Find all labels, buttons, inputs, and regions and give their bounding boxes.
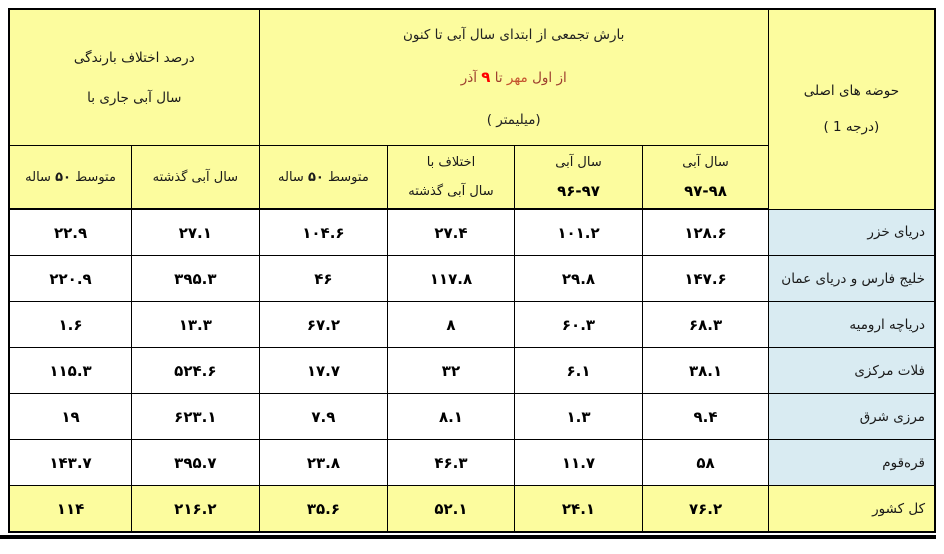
value-cell: ۲۱۶.۲ bbox=[132, 486, 260, 533]
basin-name: مرزی شرق bbox=[768, 394, 935, 440]
value-cell: ۵۸ bbox=[643, 440, 769, 486]
value-cell: ۷.۹ bbox=[259, 394, 388, 440]
value-cell: ۶۰.۳ bbox=[514, 302, 643, 348]
header-basins bbox=[768, 9, 935, 209]
table-row-caspian-sea bbox=[9, 209, 935, 256]
subheader-year-96-97 bbox=[514, 146, 643, 210]
header-percent-diff bbox=[9, 9, 259, 146]
value-cell: ۵۲.۱ bbox=[388, 486, 515, 533]
table-row-persian-gulf-oman-sea bbox=[9, 256, 935, 302]
header-percent-diff-line1: درصد اختلاف بارندگی bbox=[73, 49, 195, 66]
value-cell: ۳۲ bbox=[388, 348, 515, 394]
date-azar: آذر bbox=[460, 70, 482, 86]
year-96-97-value: ۹۶-۹۷ bbox=[557, 181, 600, 200]
value-cell: ۱۹ bbox=[9, 394, 132, 440]
subheader-year-97-98 bbox=[643, 146, 769, 210]
subheader-avg-50yr-mm: متوسط ۵۰ ساله bbox=[259, 146, 388, 210]
value-cell: ۱۴۷.۶ bbox=[643, 256, 769, 302]
value-cell: ۶.۱ bbox=[514, 348, 643, 394]
value-cell: ۲۷.۱ bbox=[132, 209, 260, 256]
value-cell: ۱۰۱.۲ bbox=[514, 209, 643, 256]
value-cell: ۱۷.۷ bbox=[259, 348, 388, 394]
basin-name: کل کشور bbox=[768, 486, 935, 533]
value-cell: ۷۶.۲ bbox=[643, 486, 769, 533]
value-cell: ۸.۱ bbox=[388, 394, 515, 440]
header-basins-line2: (درجه 1 ) bbox=[823, 119, 880, 136]
header-percent-diff-line2: سال آبی جاری با bbox=[87, 89, 182, 106]
value-cell: ۱۱.۷ bbox=[514, 440, 643, 486]
bottom-divider bbox=[0, 535, 936, 539]
value-cell: ۳۵.۶ bbox=[259, 486, 388, 533]
value-cell: ۴۶.۳ bbox=[388, 440, 515, 486]
subheader-last-water-year-pct: سال آبی گذشته bbox=[132, 146, 260, 210]
value-cell: ۲۹.۸ bbox=[514, 256, 643, 302]
value-cell: ۳۸.۱ bbox=[643, 348, 769, 394]
value-cell: ۶۲۳.۱ bbox=[132, 394, 260, 440]
subheader-diff-with-last-year bbox=[388, 146, 515, 210]
value-cell: ۲۲.۹ bbox=[9, 209, 132, 256]
subheader-avg-50yr-pct: متوسط ۵۰ ساله bbox=[9, 146, 132, 210]
basin-name: خلیج فارس و دریای عمان bbox=[768, 256, 935, 302]
value-cell: ۲۳.۸ bbox=[259, 440, 388, 486]
header-cumulative-precip bbox=[259, 9, 768, 146]
value-cell: ۱۱۴ bbox=[9, 486, 132, 533]
value-cell: ۵۲۴.۶ bbox=[132, 348, 260, 394]
value-cell: ۱.۳ bbox=[514, 394, 643, 440]
value-cell: ۱۱۵.۳ bbox=[9, 348, 132, 394]
diff-label-line1: اختلاف با bbox=[426, 155, 476, 170]
date-from: از اول bbox=[527, 70, 567, 86]
table-row-qareh-qum bbox=[9, 440, 935, 486]
table-row-eastern-border bbox=[9, 394, 935, 440]
value-cell: ۱۲۸.۶ bbox=[643, 209, 769, 256]
header-basins-line1: حوضه های اصلی bbox=[803, 83, 900, 100]
basin-name: قره‌قوم bbox=[768, 440, 935, 486]
header-precip-title: بارش تجمعی از ابتدای سال آبی تا کنون bbox=[402, 27, 625, 43]
year-97-98-value: ۹۷-۹۸ bbox=[684, 181, 727, 200]
value-cell: ۱۳.۳ bbox=[132, 302, 260, 348]
value-cell: ۸ bbox=[388, 302, 515, 348]
value-cell: ۶۸.۳ bbox=[643, 302, 769, 348]
year-96-97-label: سال آبی bbox=[555, 154, 602, 170]
basin-name: دریاچه ارومیه bbox=[768, 302, 935, 348]
year-97-98-label: سال آبی bbox=[682, 154, 729, 170]
table-row-lake-urmia bbox=[9, 302, 935, 348]
header-precip-date-range bbox=[260, 56, 768, 99]
basin-name: فلات مرکزی bbox=[768, 348, 935, 394]
value-cell: ۴۶ bbox=[259, 256, 388, 302]
date-to: تا bbox=[490, 70, 507, 86]
value-cell: ۱۰۴.۶ bbox=[259, 209, 388, 256]
value-cell: ۲۷.۴ bbox=[388, 209, 515, 256]
date-day-9: ۹ bbox=[481, 68, 491, 86]
value-cell: ۱۴۳.۷ bbox=[9, 440, 132, 486]
diff-label-line2: سال آبی گذشته bbox=[408, 184, 494, 199]
basin-name: دریای خزر bbox=[768, 209, 935, 256]
table-row-whole-country bbox=[9, 486, 935, 533]
value-cell: ۱۱۷.۸ bbox=[388, 256, 515, 302]
value-cell: ۲۲۰.۹ bbox=[9, 256, 132, 302]
value-cell: ۶۷.۲ bbox=[259, 302, 388, 348]
table-row-central-plateau bbox=[9, 348, 935, 394]
value-cell: ۳۹۵.۷ bbox=[132, 440, 260, 486]
value-cell: ۱.۶ bbox=[9, 302, 132, 348]
value-cell: ۹.۴ bbox=[643, 394, 769, 440]
rainfall-table bbox=[8, 8, 936, 533]
date-mehr: مهر bbox=[506, 70, 528, 86]
header-precip-unit: (میلیمتر ) bbox=[486, 112, 541, 128]
value-cell: ۳۹۵.۳ bbox=[132, 256, 260, 302]
value-cell: ۲۴.۱ bbox=[514, 486, 643, 533]
